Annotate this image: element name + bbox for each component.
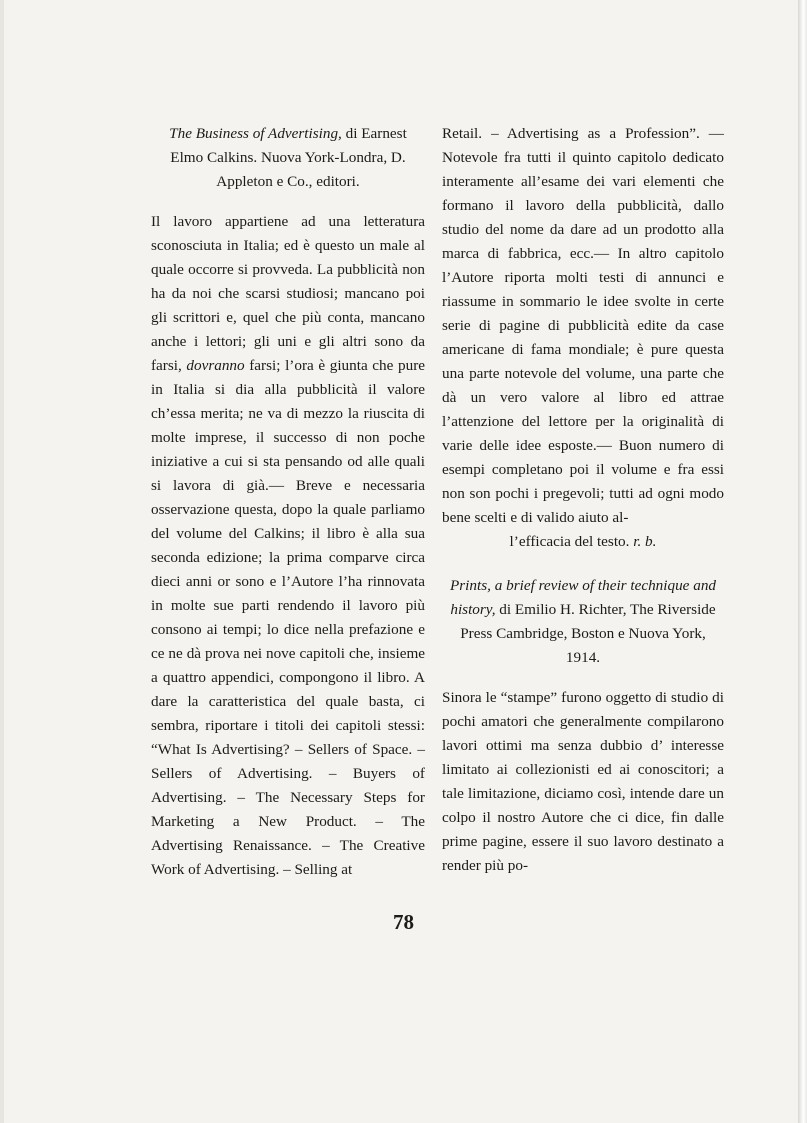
body-text-b: farsi; l’ora è giunta che pure in Italia si dia alla pubblicità il valore ch’essa merita; ne va di mezzo la riuscita di molte imprese, il successo di non poche iniziative a cui si sta pensando od alle quali si lavora di già.— Breve e necessaria osservazione questa, dopo la quale parliamo del volume del Calkins; il libro è alla sua seconda edizione; la prima comparve circa dieci anni or sono e l’Autore l’ha rinnovata in molte sue parti rendendo il lavoro più consono ai tempi; lo dice nella prefazione e ce ne dà prova nei nove capitoli che, insieme a quattro appendici, compongono il libro. A dare la caratteristica del quale basta, ci sembra, riportare i titoli dei capitoli stessi: “What Is Advertising? – Sellers of Space. – Sellers of Advertising. – Buyers of Advertising. – The Necessary Steps for Marketing a New Product. – The Advertising Renaissance. – The Creative Work of Advertising. – Selling at [151, 357, 425, 878]
reviewer-signature: r. b. [633, 533, 657, 550]
scan-edge-right [798, 0, 807, 1123]
body-text-italic: dovranno [186, 357, 245, 374]
review-meta-calkins: di Earnest Elmo Calkins. Nuova York-Londra, D. Appleton e Co., editori. [170, 125, 407, 190]
review-meta-richter: di Emilio H. Richter, The Riverside Press Cambridge, Boston e Nuova York, 1914. [460, 601, 716, 666]
review-title-richter: Prints, a brief review of their technique and history, [449, 577, 717, 618]
review-body-richter: Sinora le “stampe” furono oggetto di studio di pochi amatori che generalmente compilarono lavori ottimi ma senza dubbio d’ interesse limitato ai collezionisti ed ai conoscitori; a tale limitazione, diciamo così, intende dare un colpo il nostro Autore che ci dice, fin dalle prime pagine, essere il suo lavoro destinato a render più po- [442, 689, 724, 874]
body-text-a: Il lavoro appartiene ad una letteratura sconosciuta in Italia; ed è questo un male al quale occorre si provveda. La pubblicità non ha da noi che scarsi studiosi; mancano poi gli scrittori e, quel che più conta, mancano anche i lettori; gli uni e gli altri sono da farsi, [151, 213, 425, 374]
review-heading-calkins [151, 122, 425, 194]
review-body-calkins [151, 210, 425, 882]
right-column [442, 122, 724, 878]
review-closing-line [442, 530, 724, 554]
scan-edge-left [0, 0, 4, 1123]
review-heading-richter [442, 574, 724, 670]
page-number: 78 [393, 910, 414, 934]
left-column [151, 122, 425, 882]
review-closing-text: l’efficacia del testo. [509, 533, 630, 550]
review-title-calkins: The Business of Advertising, [169, 125, 342, 142]
review-body-calkins-cont: Retail. – Advertising as a Profession”. — Notevole fra tutti il quinto capitolo dedicato interamente all’esame dei vari elementi che formano il lavoro della pubblicità, dallo studio del nome da dare ad un prodotto alla marca di fabbrica, ecc.— In altro capitolo l’Autore riporta molti testi di annunci e riassume in sommario le idee svolte in certe serie di pagine di pubblicità edite da case americane di fama mondiale; è pure questa una parte notevole del volume, una parte che dà un vero valore al libro ed attrae l’attenzione del lettore per la originalità di varie delle idee esposte.— Buon numero di esempi completano poi il volume e fra essi non son pochi i pregevoli; tutti ad ogni modo bene scelti e di valido aiuto al- [442, 125, 724, 526]
